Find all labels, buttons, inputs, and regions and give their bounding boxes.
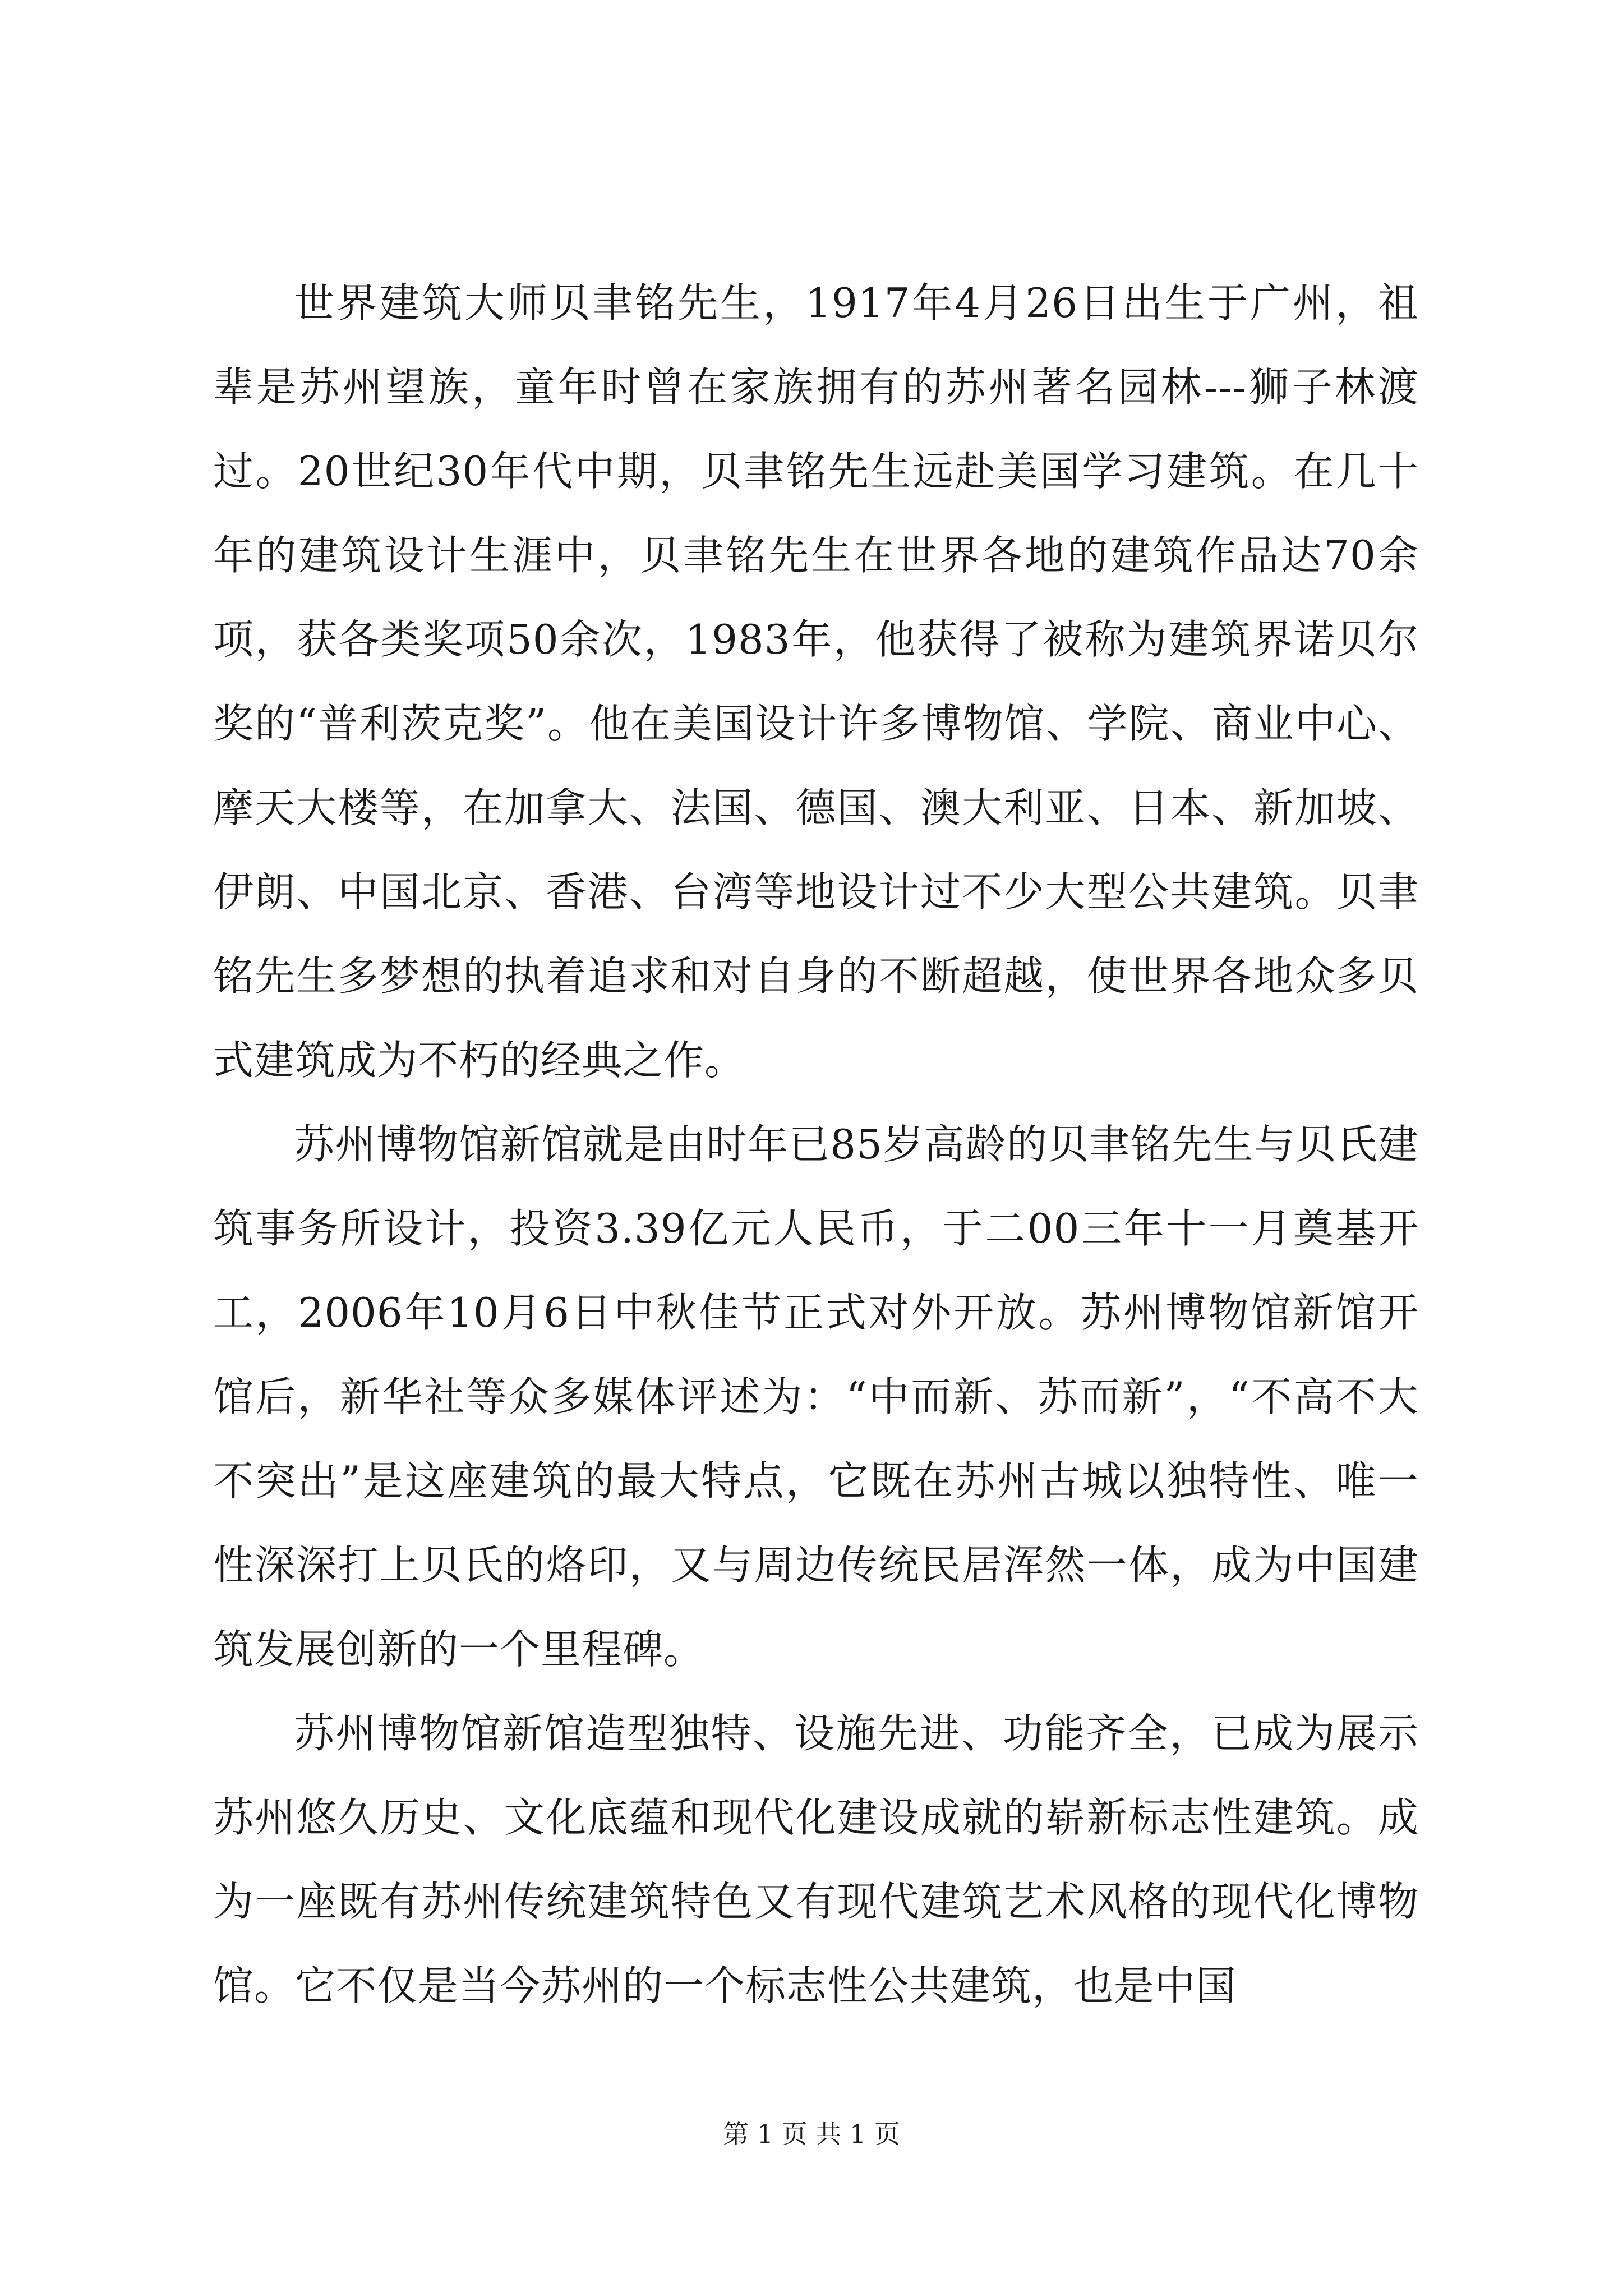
paragraph-3: 苏州博物馆新馆造型独特、设施先进、功能齐全，已成为展示苏州悠久历史、文化底蕴和现代化建设成就的崭新标志性建筑。成为一座既有苏州传统建筑特色又有现代建筑艺术风格的现代化博物馆。它不仅是当今苏州的一个标志性公共建筑，也是中国 [213, 1710, 1419, 2009]
paragraph-2: 苏州博物馆新馆就是由时年已85岁高龄的贝聿铭先生与贝氏建筑事务所设计，投资3.39亿元人民币，于二00三年十一月奠基开工，2006年10月6日中秋佳节正式对外开放。苏州博物馆新馆开馆后，新华社等众多媒体评述为：“中而新、苏而新”，“不高不大不突出”是这座建筑的最大特点，它既在苏州古城以独特性、唯一性深深打上贝氏的烙印，又与周边传统民居浑然一体，成为中国建筑发展创新的一个里程碑。 [213, 1121, 1419, 1673]
document-body [213, 261, 1419, 2028]
paragraph-1: 世界建筑大师贝聿铭先生，1917年4月26日出生于广州，祖辈是苏州望族，童年时曾在家族拥有的苏州著名园林---狮子林渡过。20世纪30年代中期，贝聿铭先生远赴美国学习建筑。在几十年的建筑设计生涯中，贝聿铭先生在世界各地的建筑作品达70余项，获各类奖项50余次，1983年，他获得了被称为建筑界诺贝尔奖的“普利茨克奖”。他在美国设计许多博物馆、学院、商业中心、摩天大楼等，在加拿大、法国、德国、澳大利亚、日本、新加坡、伊朗、中国北京、香港、台湾等地设计过不少大型公共建筑。贝聿铭先生多梦想的执着追求和对自身的不断超越，使世界各地众多贝式建筑成为不朽的经典之作。 [213, 279, 1419, 1084]
page-footer: 第 1 页 共 1 页 [723, 2119, 900, 2149]
